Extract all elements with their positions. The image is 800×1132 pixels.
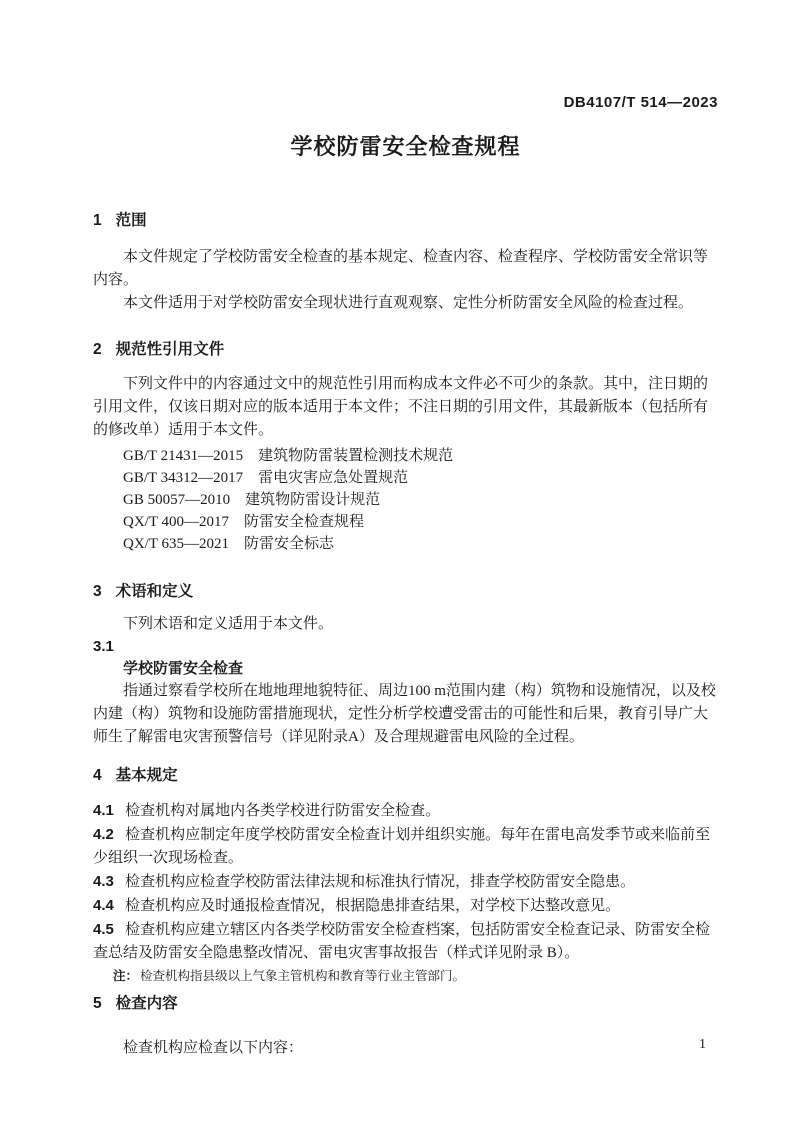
clause-4-1 (93, 799, 718, 823)
clause-4-5-number: 4.5 (93, 921, 114, 938)
section-2-title: 规范性引用文件 (115, 341, 225, 358)
section-4-note (93, 967, 718, 985)
clause-4-1-text: 检查机构对属地内各类学校进行防雷安全检查。 (125, 803, 441, 819)
section-5-title: 检查内容 (115, 995, 178, 1012)
reference-item: GB 50057—2010 建筑物防雷设计规范 (123, 492, 381, 508)
section-5-number: 5 (93, 995, 102, 1012)
section-5-intro: 检查机构应检查以下内容： (123, 1040, 304, 1056)
reference-item: GB/T 21431—2015 建筑物防雷装置检测技术规范 (123, 448, 454, 464)
clause-4-5-text: 检查机构应建立辖区内各类学校防雷安全检查档案，包括防雷安全检查记录、防雷安全检查总结及防雷安全隐患整改情况、雷电灾害事故报告（样式详见附录 B）。 (93, 922, 711, 961)
section-1-paragraph-1: 本文件规定了学校防雷安全检查的基本规定、检查内容、检查程序、学校防雷安全常识等内容。 (93, 249, 709, 288)
note-text: 检查机构指县级以上气象主管机构和教育等行业主管部门。 (140, 969, 466, 983)
clause-4-3-number: 4.3 (93, 873, 114, 890)
section-4-heading (93, 765, 718, 787)
section-2-number: 2 (93, 341, 102, 358)
section-3-number: 3 (93, 583, 102, 600)
clause-4-4-number: 4.4 (93, 897, 114, 914)
clause-4-4 (93, 894, 718, 918)
section-2-heading (93, 339, 718, 361)
section-5-heading (93, 993, 718, 1015)
section-1-heading (93, 210, 718, 232)
clause-4-2-number: 4.2 (93, 826, 114, 843)
clause-4-2-text: 检查机构应制定年度学校防雷安全检查计划并组织实施。每年在雷电高发季节或来临前至少组织一次现场检查。 (93, 827, 711, 866)
section-1-paragraph-2: 本文件适用于对学校防雷安全现状进行直观观察、定性分析防雷安全风险的检查过程。 (123, 295, 694, 311)
clause-4-1-number: 4.1 (93, 802, 114, 819)
reference-item: GB/T 34312—2017 雷电灾害应急处置规范 (123, 470, 409, 486)
standard-code: DB4107/T 514—2023 (563, 94, 718, 111)
section-4-clauses (93, 799, 718, 965)
document-title: 学校防雷安全检查规程 (290, 134, 521, 159)
reference-item: QX/T 400—2017 防雷安全检查规程 (123, 514, 364, 530)
section-2-intro: 下列文件中的内容通过文中的规范性引用而构成本文件必不可少的条款。其中，注日期的引用文件，仅该日期对应的版本适用于本文件；不注日期的引用文件，其最新版本（包括所有的修改单）适用于本文件。 (93, 376, 709, 438)
normative-references-list (93, 445, 718, 555)
clause-4-5 (93, 918, 718, 965)
section-4-number: 4 (93, 767, 102, 784)
clause-4-4-text: 检查机构应及时通报检查情况，根据隐患排查结果，对学校下达整改意见。 (125, 898, 621, 914)
clause-4-3-text: 检查机构应检查学校防雷法律法规和标准执行情况，排查学校防雷安全隐患。 (125, 874, 636, 890)
reference-item: QX/T 635—2021 防雷安全标志 (123, 536, 334, 552)
section-4-title: 基本规定 (115, 767, 178, 784)
section-1-number: 1 (93, 212, 102, 229)
note-label: 注： (113, 969, 139, 983)
section-3-title: 术语和定义 (115, 583, 194, 600)
section-3-heading (93, 581, 718, 603)
section-1-title: 范围 (115, 212, 147, 229)
term-number: 3.1 (93, 638, 114, 655)
term-name: 学校防雷安全检查 (123, 660, 244, 677)
clause-4-3 (93, 870, 718, 894)
page-number: 1 (699, 1037, 706, 1052)
clause-4-2 (93, 823, 718, 870)
section-3-intro: 下列术语和定义适用于本文件。 (123, 616, 334, 632)
term-definition: 指通过察看学校所在地地理地貌特征、周边100 m范围内建（构）筑物和设施情况，以及校内建（构）筑物和设施防雷措施现状，定性分析学校遭受雷击的可能性和后果，教育引导广大师生了解雷电灾害预警信号（详见附录A）及合理规避雷电风险的全过程。 (93, 683, 716, 745)
